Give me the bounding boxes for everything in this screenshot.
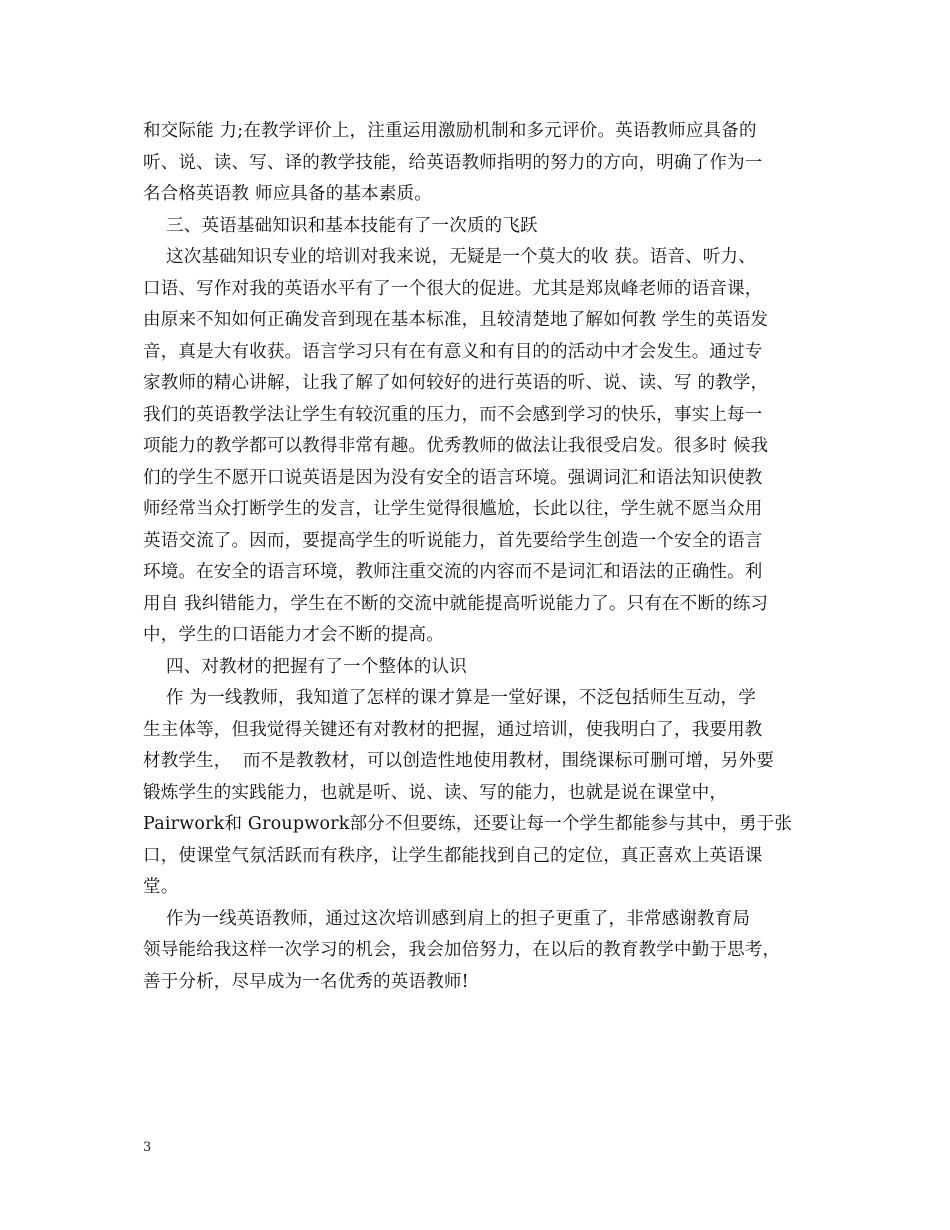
text-line: 生主体等，但我觉得关键还有对教材的把握，通过培训，使我明白了，我要用教 (143, 719, 763, 740)
page-number: 3 (143, 1140, 152, 1155)
text-line: 材教学生， 而不是教教材，可以创造性地使用教材，围绕课标可删可增，另外要 (143, 751, 775, 771)
text-line: 口语、写作对我的英语水平有了一个很大的促进。尤其是郑岚峰老师的语音课， (143, 278, 763, 299)
text-line: 锻炼学生的实践能力，也就是听、说、读、写的能力，也就是说在课堂中， (143, 782, 728, 803)
text-line: 作为一线英语教师，通过这次培训感到肩上的担子更重了，非常感谢教育局 (143, 908, 751, 929)
text-line: 师经常当众打断学生的发言，让学生觉得很尴尬，长此以往，学生就不愿当众用 (143, 499, 763, 519)
text-line: 们的学生不愿开口说英语是因为没有安全的语言环境。强调词汇和语法知识使教 (143, 467, 763, 488)
text-line: 由原来不知如何正确发音到现在基本标准，且较清楚地了解如何教 学生的英语发 (143, 310, 769, 330)
body-text (143, 116, 813, 998)
text-line: 音，真是大有收获。语言学习只有在有意义和有目的的活动中才会发生。通过专 (143, 341, 763, 362)
text-line: 家教师的精心讲解，让我了解了如何较好的进行英语的听、说、读、写 的教学， (143, 373, 769, 393)
text-line: 中，学生的口语能力才会不断的提高。 (143, 625, 444, 645)
text-line: 善于分析，尽早成为一名优秀的英语教师! (143, 971, 469, 992)
text-line: 英语交流了。因而，要提高学生的听说能力，首先要给学生创造一个安全的语言 (143, 530, 763, 551)
text-line: 听、说、读、写、译的教学技能，给英语教师指明的努力的方向，明确了作为一 (143, 152, 763, 173)
text-line: 和交际能 力;在教学评价上，注重运用激励机制和多元评价。英语教师应具备的 (143, 121, 757, 141)
text-line: Pairwork和 Groupwork部分不但要练，还要让每一个学生都能参与其中，勇于张 (143, 814, 793, 834)
section-heading-4: 四、对教材的把握有了一个整体的认识 (143, 656, 467, 677)
text-line: 这次基础知识专业的培训对我来说，无疑是一个莫大的收 获。语音、听力、 (143, 247, 756, 267)
text-line: 口，使课堂气氛活跃而有秩序，让学生都能找到自己的定位，真正喜欢上英语课 (143, 845, 763, 866)
text-line: 作 为一线教师，我知道了怎样的课才算是一堂好课，不泛包括师生互动，学 (143, 688, 756, 708)
text-line: 项能力的教学都可以教得非常有趣。优秀教师的做法让我很受启发。很多时 候我 (143, 436, 769, 456)
section-heading-3: 三、英语基础知识和基本技能有了一次质的飞跃 (143, 215, 538, 236)
text-line: 用自 我纠错能力，学生在不断的交流中就能提高听说能力了。只有在不断的练习 (143, 593, 769, 614)
text-line: 名合格英语教 师应具备的基本素质。 (143, 184, 432, 204)
text-line: 环境。在安全的语言环境，教师注重交流的内容而不是词汇和语法的正确性。利 (143, 562, 763, 582)
text-line: 领导能给我这样一次学习的机会，我会加倍努力，在以后的教育教学中勤于思考， (143, 940, 781, 960)
text-line: 堂。 (143, 877, 179, 897)
text-line: 我们的英语教学法让学生有较沉重的压力，而不会感到学习的快乐，事实上每一 (143, 404, 763, 425)
